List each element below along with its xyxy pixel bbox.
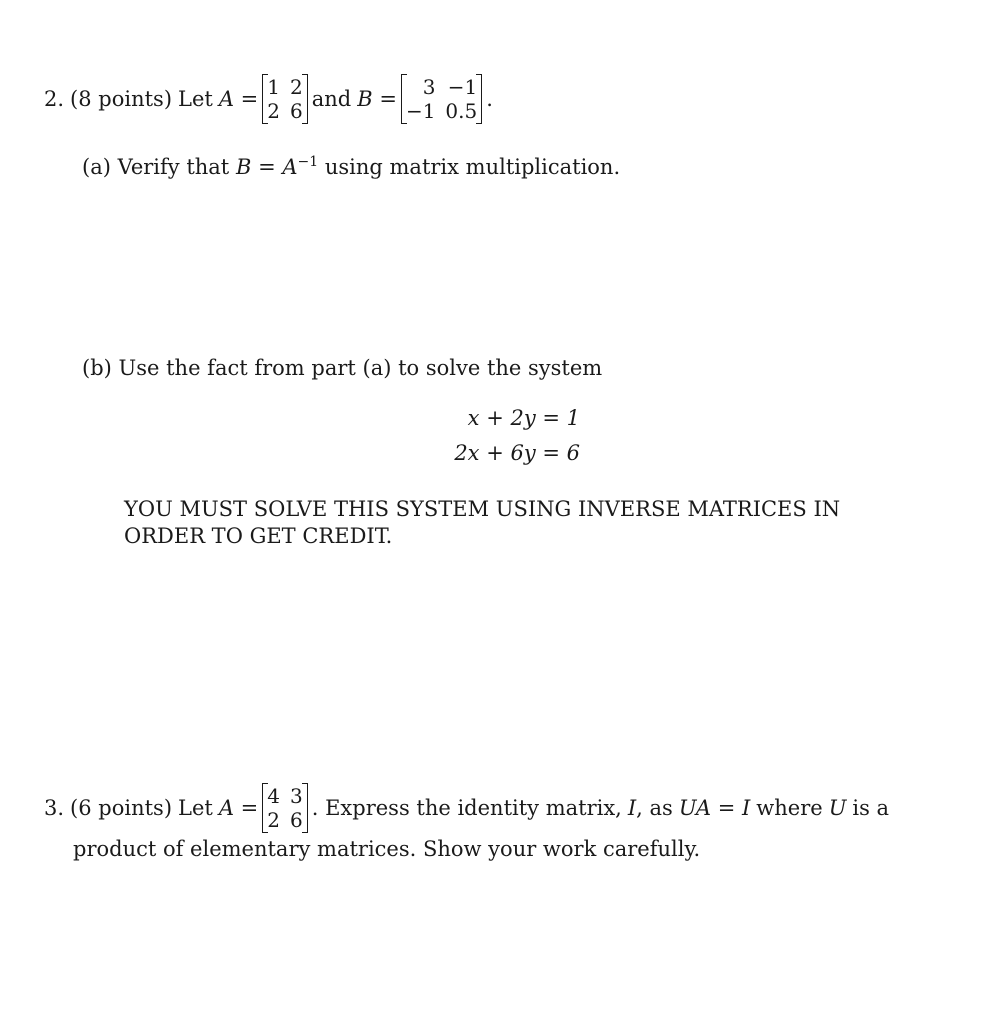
q3-text-end: is a xyxy=(852,796,890,820)
part-b-note-line-2: ORDER TO GET CREDIT. xyxy=(124,524,393,548)
system-equation-1: x + 2y = 1 xyxy=(467,406,580,430)
q3-let: Let xyxy=(178,796,213,820)
matrix-cell: 2 xyxy=(290,75,303,99)
q3-line-2: product of elementary matrices. Show your work carefully. xyxy=(73,837,701,861)
q3-a-label: A = xyxy=(218,796,259,820)
part-a-math-eq: = xyxy=(258,155,276,179)
q2-part-a xyxy=(82,154,620,179)
matrix-cell: −1 xyxy=(447,75,478,99)
q2-matrix-a xyxy=(262,74,307,124)
q3-number: 3. xyxy=(44,796,65,820)
q3-u-symbol: U xyxy=(828,796,847,820)
matrix-cell: 2 xyxy=(267,99,280,123)
part-a-text-1: Verify that xyxy=(117,155,230,179)
q3-points: (6 points) xyxy=(70,796,173,820)
matrix-cell: 0.5 xyxy=(445,99,478,123)
matrix-cell: 6 xyxy=(290,99,303,123)
matrix-cell: 2 xyxy=(267,808,280,832)
q3-statement xyxy=(44,783,889,833)
part-b-label: (b) xyxy=(82,356,112,380)
part-a-label: (a) xyxy=(82,155,111,179)
matrix-cell: −1 xyxy=(405,99,436,123)
q2-points: (8 points) xyxy=(70,87,173,111)
q2-a-label: A = xyxy=(218,87,259,111)
part-a-math-b: B xyxy=(235,155,252,179)
part-b-text: Use the fact from part (a) to solve the system xyxy=(118,356,603,380)
part-a-math-a: A xyxy=(282,155,298,179)
q3-i-symbol: I xyxy=(627,796,637,820)
q2-and: and xyxy=(311,87,352,111)
part-a-exponent: −1 xyxy=(297,154,319,170)
q2-statement xyxy=(44,74,493,124)
q3-matrix-a xyxy=(262,783,307,833)
q2-matrix-b xyxy=(401,74,482,124)
q2-part-b xyxy=(82,356,602,380)
matrix-cell: 3 xyxy=(422,75,436,99)
q3-text-after-matrix: . Express the identity matrix, xyxy=(311,796,622,820)
part-b-note-line-1: YOU MUST SOLVE THIS SYSTEM USING INVERSE MATRICES IN xyxy=(124,497,841,521)
matrix-cell: 6 xyxy=(290,808,303,832)
matrix-cell: 3 xyxy=(290,784,303,808)
system-equation-2: 2x + 6y = 6 xyxy=(454,441,580,465)
q3-ua-expression: UA = I xyxy=(678,796,751,820)
q2-number: 2. xyxy=(44,87,65,111)
q2-end-punct: . xyxy=(486,87,493,111)
q3-text-where: where xyxy=(756,796,823,820)
matrix-cell: 1 xyxy=(267,75,280,99)
q2-let: Let xyxy=(178,87,213,111)
matrix-cell: 4 xyxy=(267,784,280,808)
q3-text-as: , as xyxy=(636,796,673,820)
part-a-text-2: using matrix multiplication. xyxy=(324,155,621,179)
q2-b-label: B = xyxy=(357,87,397,111)
